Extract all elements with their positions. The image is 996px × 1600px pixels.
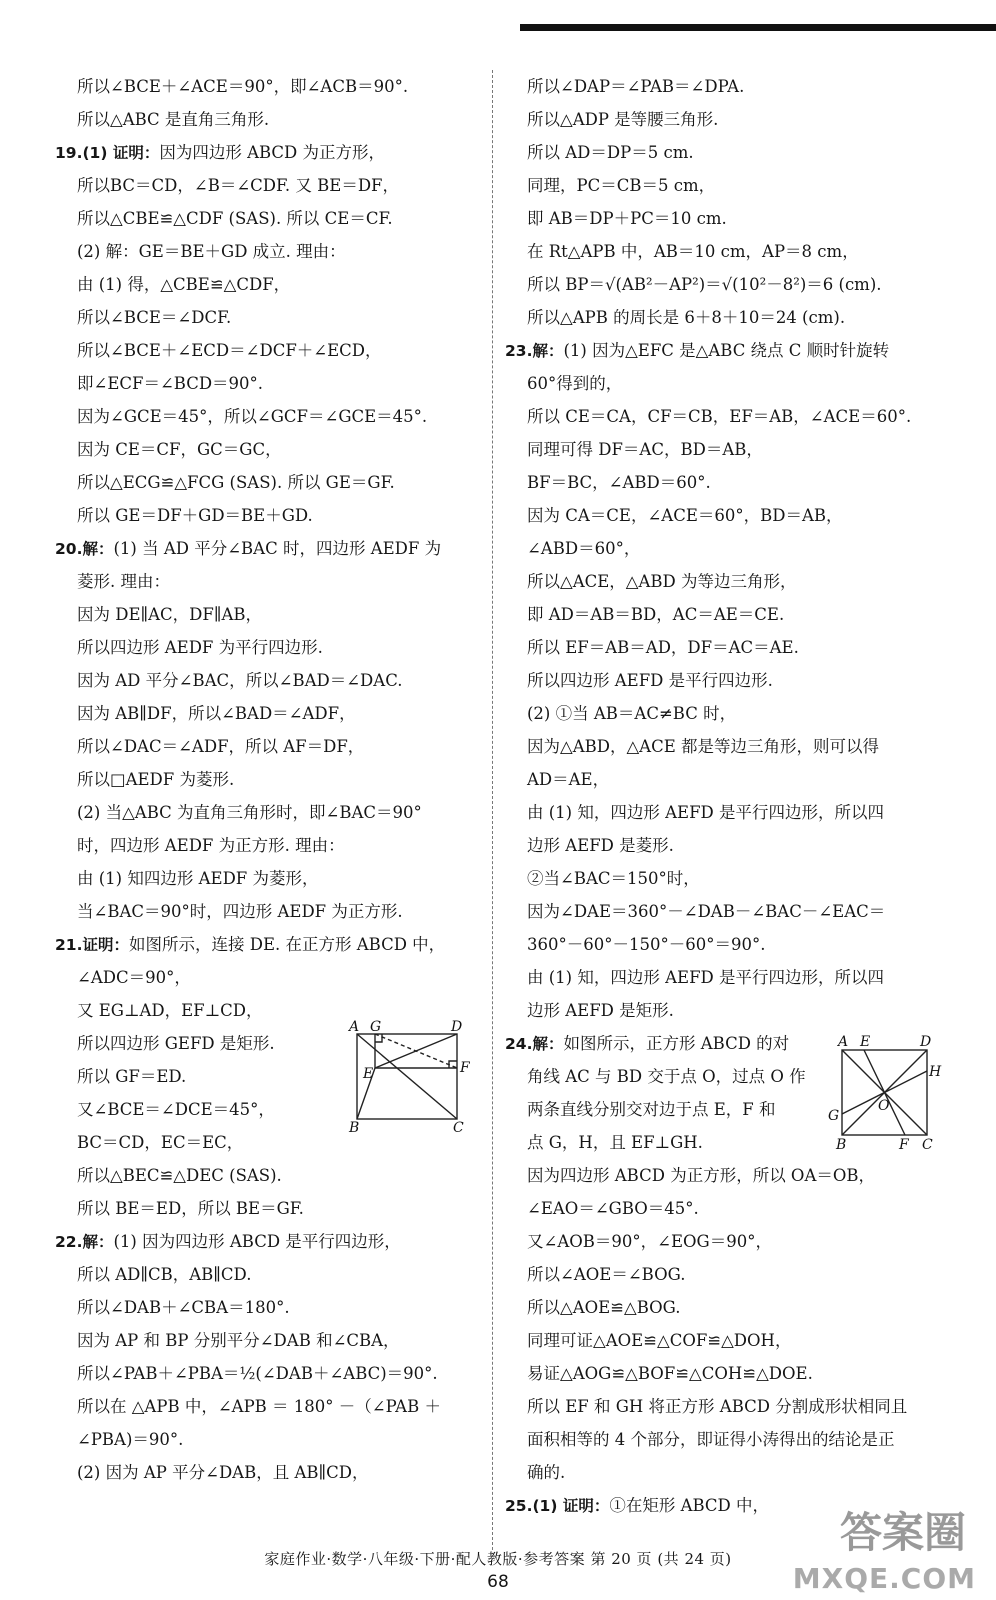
line-text: 边形 AEFD 是矩形. (527, 1001, 674, 1020)
answer-label: (1) 证明： (532, 1497, 610, 1515)
line-text: 角线 AC 与 BD 交于点 O，过点 O 作 (527, 1067, 806, 1086)
line-text: 因为∠GCE＝45°，所以∠GCF＝∠GCE＝45°. (77, 407, 428, 426)
left-column-line (55, 796, 485, 829)
line-text: AD＝AE， (527, 770, 610, 789)
fig24-label-f: F (899, 1137, 909, 1152)
right-column-line (505, 301, 960, 334)
fig24-label-d: D (920, 1034, 932, 1050)
line-text: 所以BC＝CD，∠B＝∠CDF. 又 BE＝DF， (77, 176, 399, 195)
line-text: 又∠AOB＝90°，∠EOG＝90°， (527, 1232, 772, 1251)
left-column-line (55, 1258, 485, 1291)
left-column-line (55, 631, 485, 664)
header-rule (520, 24, 996, 31)
line-text: 所以 BP＝√(AB²－AP²)＝√(10²－8²)＝6 (cm). (527, 275, 882, 294)
line-text: 点 G，H，且 EF⊥GH. (527, 1133, 703, 1152)
line-text: (1) 因为四边形 ABCD 是平行四边形， (113, 1232, 401, 1251)
left-column-line (55, 1357, 485, 1390)
left-column-line (55, 1192, 485, 1225)
right-column (505, 70, 960, 1522)
line-text: 所以∠DAB＋∠CBA＝180°. (77, 1298, 290, 1317)
line-text: (2) 因为 AP 平分∠DAB，且 AB∥CD， (77, 1463, 369, 1482)
right-column-line (505, 928, 960, 961)
answer-label: 解： (532, 342, 564, 360)
line-text: 同理可得 DF＝AC，BD＝AB， (527, 440, 763, 459)
left-column-line (55, 664, 485, 697)
line-text: 所以△ADP 是等腰三角形. (527, 110, 719, 129)
line-text: 因为 DE∥AC，DF∥AB， (77, 605, 263, 624)
watermark-logo: 答案圈 (839, 1508, 966, 1557)
left-column-line (55, 334, 485, 367)
column-divider (492, 70, 493, 1550)
line-text: 面积相等的 4 个部分，即证得小涛得出的结论是正 (527, 1430, 895, 1449)
line-text: 所以 EF 和 GH 将正方形 ABCD 分割成形状相同且 (527, 1397, 908, 1416)
answer-label: 解： (82, 540, 114, 558)
fig24-label-b: B (836, 1137, 847, 1152)
left-column-line (55, 367, 485, 400)
right-column-line (505, 334, 960, 367)
right-column-line (505, 202, 960, 235)
line-text: 即 AD＝AB＝BD，AC＝AE＝CE. (527, 605, 785, 624)
line-text: 所以∠BCE＝∠DCF. (77, 308, 232, 327)
right-column-line (505, 895, 960, 928)
question-number: 20. (55, 540, 83, 558)
fig24-label-c: C (922, 1137, 933, 1152)
line-text: 所以△APB 的周长是 6＋8＋10＝24 (cm). (527, 308, 846, 327)
line-text: ①在矩形 ABCD 中， (609, 1496, 770, 1515)
line-text: 所以△CBE≌△CDF (SAS). 所以 CE＝CF. (77, 209, 393, 228)
line-text: 由 (1) 得，△CBE≌△CDF， (77, 275, 291, 294)
right-column-line (505, 169, 960, 202)
right-column-line (505, 367, 960, 400)
line-text: 所以在 △APB 中，∠APB ＝ 180° －（∠PAB ＋ (77, 1397, 441, 1416)
fig24-label-h: H (929, 1064, 942, 1080)
right-column-line (505, 631, 960, 664)
left-column-line (55, 433, 485, 466)
line-text: 所以∠AOE＝∠BOG. (527, 1265, 686, 1284)
line-text: BC＝CD，EC＝EC， (77, 1133, 244, 1152)
left-column-line (55, 103, 485, 136)
line-text: 即∠ECF＝∠BCD＝90°. (77, 374, 264, 393)
right-column-line (505, 1258, 960, 1291)
line-text: 两条直线分别交对边于点 E，F 和 (527, 1100, 776, 1119)
line-text: 因为 AB∥DF，所以∠BAD＝∠ADF， (77, 704, 356, 723)
question-number: 19. (55, 144, 83, 162)
line-text: 所以 CE＝CA，CF＝CB，EF＝AB，∠ACE＝60°. (527, 407, 912, 426)
line-text: 所以四边形 GEFD 是矩形. (77, 1034, 275, 1053)
right-column-line (505, 1225, 960, 1258)
left-column-line (55, 70, 485, 103)
line-text: 所以四边形 AEDF 为平行四边形. (77, 638, 323, 657)
line-text: 因为 AD 平分∠BAC，所以∠BAD＝∠DAC. (77, 671, 403, 690)
left-column-line (55, 466, 485, 499)
line-text: 360°－60°－150°－60°＝90°. (527, 935, 766, 954)
left-column-line (55, 829, 485, 862)
line-text: 所以△ACE，△ABD 为等边三角形， (527, 572, 797, 591)
question-number: 24. (505, 1035, 533, 1053)
line-text: 所以□AEDF 为菱形. (77, 770, 235, 789)
right-column-line (505, 70, 960, 103)
line-text: 又∠BCE＝∠DCE＝45°， (77, 1100, 275, 1119)
line-text: 在 Rt△APB 中，AB＝10 cm，AP＝8 cm， (527, 242, 859, 261)
line-text: 易证△AOG≌△BOF≌△COH≌△DOE. (527, 1364, 813, 1383)
right-column-line (505, 1357, 960, 1390)
right-column-line (505, 268, 960, 301)
fig21-label-f: F (460, 1060, 470, 1076)
line-text: 又 EG⊥AD，EF⊥CD， (77, 1001, 263, 1020)
right-column-line (505, 1159, 960, 1192)
line-text: 所以∠BCE＋∠ECD＝∠DCF＋∠ECD， (77, 341, 382, 360)
line-text: 所以△BEC≌△DEC (SAS). (77, 1166, 282, 1185)
line-text: 由 (1) 知，四边形 AEFD 是平行四边形，所以四 (527, 803, 884, 822)
line-text: 同理可证△AOE≌△COF≌△DOH， (527, 1331, 792, 1350)
left-column-line (55, 1159, 485, 1192)
fig24-label-a: A (838, 1034, 849, 1050)
right-column-line (505, 136, 960, 169)
answer-label: 解： (82, 1233, 114, 1251)
right-column-line (505, 862, 960, 895)
line-text: 所以△ABC 是直角三角形. (77, 110, 270, 129)
right-column-line (505, 466, 960, 499)
left-column-line (55, 1291, 485, 1324)
line-text: 因为 AP 和 BP 分别平分∠DAB 和∠CBA， (77, 1331, 400, 1350)
line-text: 60°得到的， (527, 374, 623, 393)
line-text: 所以∠BCE＋∠ACE＝90°，即∠ACB＝90°. (77, 77, 409, 96)
line-text: 边形 AEFD 是菱形. (527, 836, 674, 855)
line-text: BF＝BC，∠ABD＝60°. (527, 473, 711, 492)
line-text: ∠PBA)＝90°. (77, 1430, 184, 1449)
answer-label: 解： (532, 1035, 564, 1053)
right-column-line (505, 829, 960, 862)
line-text: 所以 GE＝DF＋GD＝BE＋GD. (77, 506, 313, 525)
right-column-line (505, 1390, 960, 1423)
line-text: 所以 GF＝ED. (77, 1067, 187, 1086)
question-number: 21. (55, 936, 83, 954)
left-column-line (55, 928, 485, 961)
line-text: 即 AB＝DP＋PC＝10 cm. (527, 209, 727, 228)
right-column-line (505, 565, 960, 598)
fig24-label-o: O (878, 1098, 890, 1114)
left-column-line (55, 598, 485, 631)
left-column-line (55, 1324, 485, 1357)
fig21-label-a: A (349, 1020, 360, 1035)
line-text: 同理，PC＝CB＝5 cm， (527, 176, 716, 195)
line-text: 由 (1) 知四边形 AEDF 为菱形， (77, 869, 319, 888)
right-column-line (505, 1423, 960, 1456)
question-number: 22. (55, 1233, 83, 1251)
right-column-line (505, 598, 960, 631)
line-text: (2) 当△ABC 为直角三角形时，即∠BAC＝90° (77, 803, 422, 822)
line-text: 所以△ECG≌△FCG (SAS). 所以 GE＝GF. (77, 473, 395, 492)
left-column-line (55, 202, 485, 235)
line-text: 当∠BAC＝90°时，四边形 AEDF 为正方形. (77, 902, 403, 921)
fig21-label-g: G (370, 1020, 382, 1035)
left-column-line (55, 400, 485, 433)
line-text: 因为∠DAE＝360°－∠DAB－∠BAC－∠EAC＝ (527, 902, 886, 921)
line-text: 所以∠PAB＋∠PBA＝½(∠DAB＋∠ABC)＝90°. (77, 1364, 438, 1383)
left-column-line (55, 697, 485, 730)
right-column-line (505, 103, 960, 136)
fig21-label-c: C (453, 1120, 464, 1135)
answer-label: (1) 证明： (82, 144, 160, 162)
right-column-line (505, 1324, 960, 1357)
line-text: ∠ADC＝90°， (77, 968, 191, 987)
line-text: (2) 解：GE＝BE＋GD 成立. 理由： (77, 242, 346, 261)
right-column-line (505, 235, 960, 268)
line-text: 所以△AOE≌△BOG. (527, 1298, 681, 1317)
page-footer: 家庭作业·数学·八年级·下册·配人教版·参考答案 第 20 页 (共 24 页) (264, 1550, 732, 1568)
line-text: 所以∠DAC＝∠ADF，所以 AF＝DF， (77, 737, 365, 756)
left-column-line (55, 961, 485, 994)
left-column-line (55, 895, 485, 928)
line-text: 由 (1) 知，四边形 AEFD 是平行四边形，所以四 (527, 968, 884, 987)
right-column-line (505, 961, 960, 994)
fig21-label-b: B (349, 1120, 360, 1135)
left-column-line (55, 136, 485, 169)
line-text: 如图所示，连接 DE. 在正方形 ABCD 中， (128, 935, 446, 954)
line-text: 所以 AD∥CB，AB∥CD. (77, 1265, 252, 1284)
left-column-line (55, 763, 485, 796)
right-column-line (505, 994, 960, 1027)
line-text: 所以 EF＝AB＝AD，DF＝AC＝AE. (527, 638, 799, 657)
line-text: 菱形. 理由： (77, 572, 170, 591)
fig21-label-e: E (363, 1066, 374, 1082)
right-column-line (505, 763, 960, 796)
answer-label: 证明： (82, 936, 129, 954)
left-column-line (55, 565, 485, 598)
line-text: 所以∠DAP＝∠PAB＝∠DPA. (527, 77, 745, 96)
line-text: 所以 BE＝ED，所以 BE＝GF. (77, 1199, 304, 1218)
line-text: 因为四边形 ABCD 为正方形，所以 OA＝OB， (527, 1166, 876, 1185)
right-column-line (505, 433, 960, 466)
line-text: (2) ①当 AB＝AC≠BC 时， (527, 704, 737, 723)
fig24-label-e: E (860, 1034, 871, 1050)
figure-21-square (345, 1020, 470, 1135)
question-number: 23. (505, 342, 533, 360)
right-column-line (505, 1192, 960, 1225)
right-column-line (505, 400, 960, 433)
left-column (55, 70, 485, 1489)
fig24-label-g: G (828, 1108, 840, 1124)
left-column-line (55, 1225, 485, 1258)
line-text: 因为四边形 ABCD 为正方形， (159, 143, 386, 162)
line-text: 时，四边形 AEDF 为正方形. 理由： (77, 836, 345, 855)
left-column-line (55, 1456, 485, 1489)
left-column-line (55, 499, 485, 532)
left-column-line (55, 169, 485, 202)
right-column-line (505, 697, 960, 730)
right-column-line (505, 532, 960, 565)
line-text: 因为 CE＝CF，GC＝GC， (77, 440, 282, 459)
left-column-line (55, 1390, 485, 1423)
left-column-line (55, 1423, 485, 1456)
line-text: 因为 CA＝CE，∠ACE＝60°，BD＝AB， (527, 506, 843, 525)
right-column-line (505, 1291, 960, 1324)
page-number: 68 (487, 1572, 509, 1592)
line-text: 因为△ABD，△ACE 都是等边三角形，则可以得 (527, 737, 879, 756)
line-text: 如图所示，正方形 ABCD 的对 (563, 1034, 790, 1053)
question-number: 25. (505, 1497, 533, 1515)
left-column-line (55, 862, 485, 895)
left-column-line (55, 301, 485, 334)
line-text: (1) 当 AD 平分∠BAC 时，四边形 AEDF 为 (113, 539, 442, 558)
line-text: (1) 因为△EFC 是△ABC 绕点 C 顺时针旋转 (563, 341, 890, 360)
line-text: 所以 AD＝DP＝5 cm. (527, 143, 694, 162)
right-column-line (505, 664, 960, 697)
line-text: ∠EAO＝∠GBO＝45°. (527, 1199, 699, 1218)
figure-24-square (828, 1032, 943, 1152)
right-column-line (505, 499, 960, 532)
left-column-line (55, 235, 485, 268)
watermark-url: MXQE.COM (792, 1562, 976, 1595)
left-column-line (55, 268, 485, 301)
right-column-line (505, 730, 960, 763)
right-column-line (505, 1456, 960, 1489)
fig21-label-d: D (451, 1020, 463, 1035)
left-column-line (55, 730, 485, 763)
line-text: 确的. (527, 1463, 566, 1482)
line-text: 所以四边形 AEFD 是平行四边形. (527, 671, 773, 690)
line-text: ②当∠BAC＝150°时， (527, 869, 700, 888)
left-column-line (55, 532, 485, 565)
right-column-line (505, 796, 960, 829)
line-text: ∠ABD＝60°， (527, 539, 641, 558)
